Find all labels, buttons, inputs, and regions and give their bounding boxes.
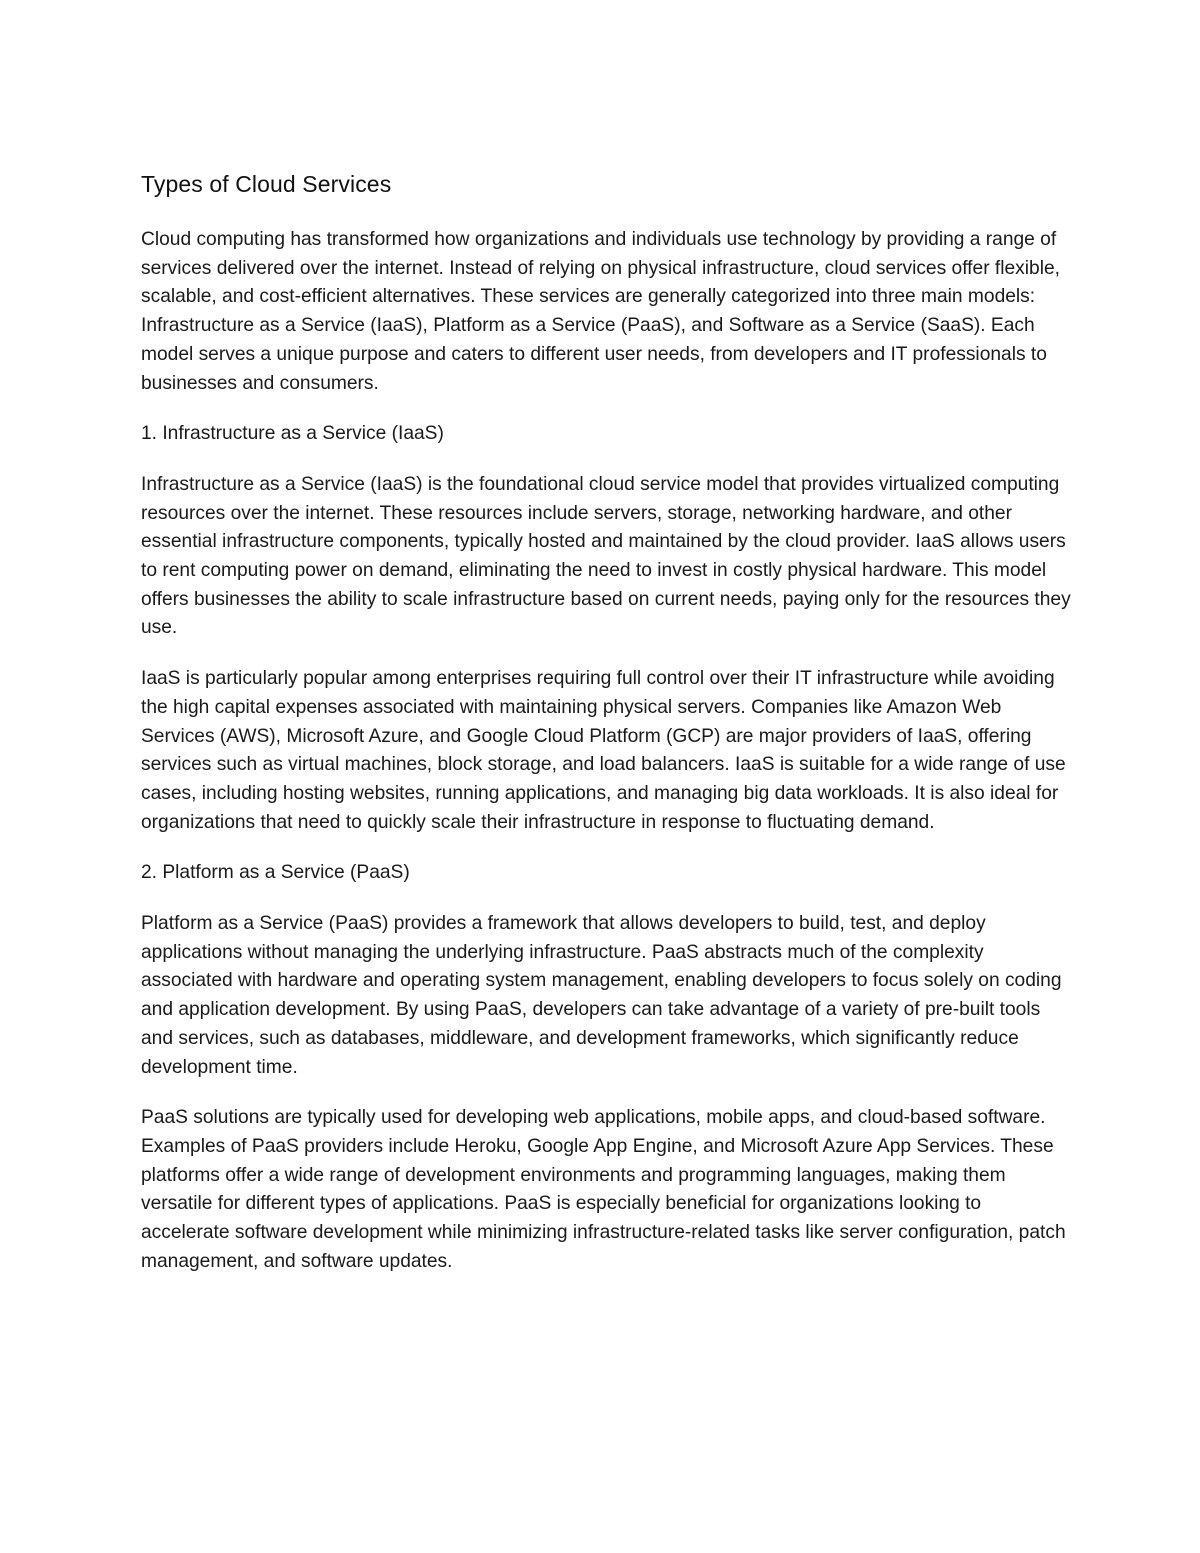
section-paragraph: PaaS solutions are typically used for developing web applications, mobile apps, and cloud-based software. Examples of PaaS providers include Heroku, Google App Engine, and Microsoft Azure App Services. These platforms offer a wide range of development environments and programming languages, making them versatile for different types of applications. PaaS is especially beneficial for organizations looking to accelerate software development while minimizing infrastructure-related tasks like server configuration, patch management, and software updates. xyxy=(141,1107,1066,1272)
document-page xyxy=(141,168,1071,1299)
section-paas xyxy=(141,859,1071,1276)
intro-paragraph: Cloud computing has transformed how organizations and individuals use technology by providing a range of services delivered over the internet. Instead of relying on physical infrastructure, cloud services offer flexible, scalable, and cost-efficient alternatives. These services are generally categorized into three main models: Infrastructure as a Service (IaaS), Platform as a Service (PaaS), and Software as a Service (SaaS). Each model serves a unique purpose and caters to different user needs, from developers and IT professionals to businesses and consumers. xyxy=(141,229,1060,394)
document-title: Types of Cloud Services xyxy=(141,171,392,197)
section-heading: 2. Platform as a Service (PaaS) xyxy=(141,862,410,884)
section-paragraph: Platform as a Service (PaaS) provides a framework that allows developers to build, test, and deploy applications without managing the underlying infrastructure. PaaS abstracts much of the complexity associated with hardware and operating system management, enabling developers to focus solely on coding and application development. By using PaaS, developers can take advantage of a variety of pre-built tools and services, such as databases, middleware, and development frameworks, which significantly reduce development time. xyxy=(141,913,1062,1078)
section-heading: 1. Infrastructure as a Service (IaaS) xyxy=(141,423,444,445)
section-paragraph: IaaS is particularly popular among enterprises requiring full control over their IT infrastructure while avoiding the high capital expenses associated with maintaining physical servers. Companies like Amazon Web Services (AWS), Microsoft Azure, and Google Cloud Platform (GCP) are major providers of IaaS, offering services such as virtual machines, block storage, and load balancers. IaaS is suitable for a wide range of use cases, including hosting websites, running applications, and managing big data workloads. It is also ideal for organizations that need to quickly scale their infrastructure in response to fluctuating demand. xyxy=(141,668,1066,833)
section-paragraph: Infrastructure as a Service (IaaS) is the foundational cloud service model that provides virtualized computing resources over the internet. These resources include servers, storage, networking hardware, and other essential infrastructure components, typically hosted and maintained by the cloud provider. IaaS allows users to rent computing power on demand, eliminating the need to invest in costly physical hardware. This model offers businesses the ability to scale infrastructure based on current needs, paying only for the resources they use. xyxy=(141,473,1071,639)
section-iaas xyxy=(141,420,1071,837)
